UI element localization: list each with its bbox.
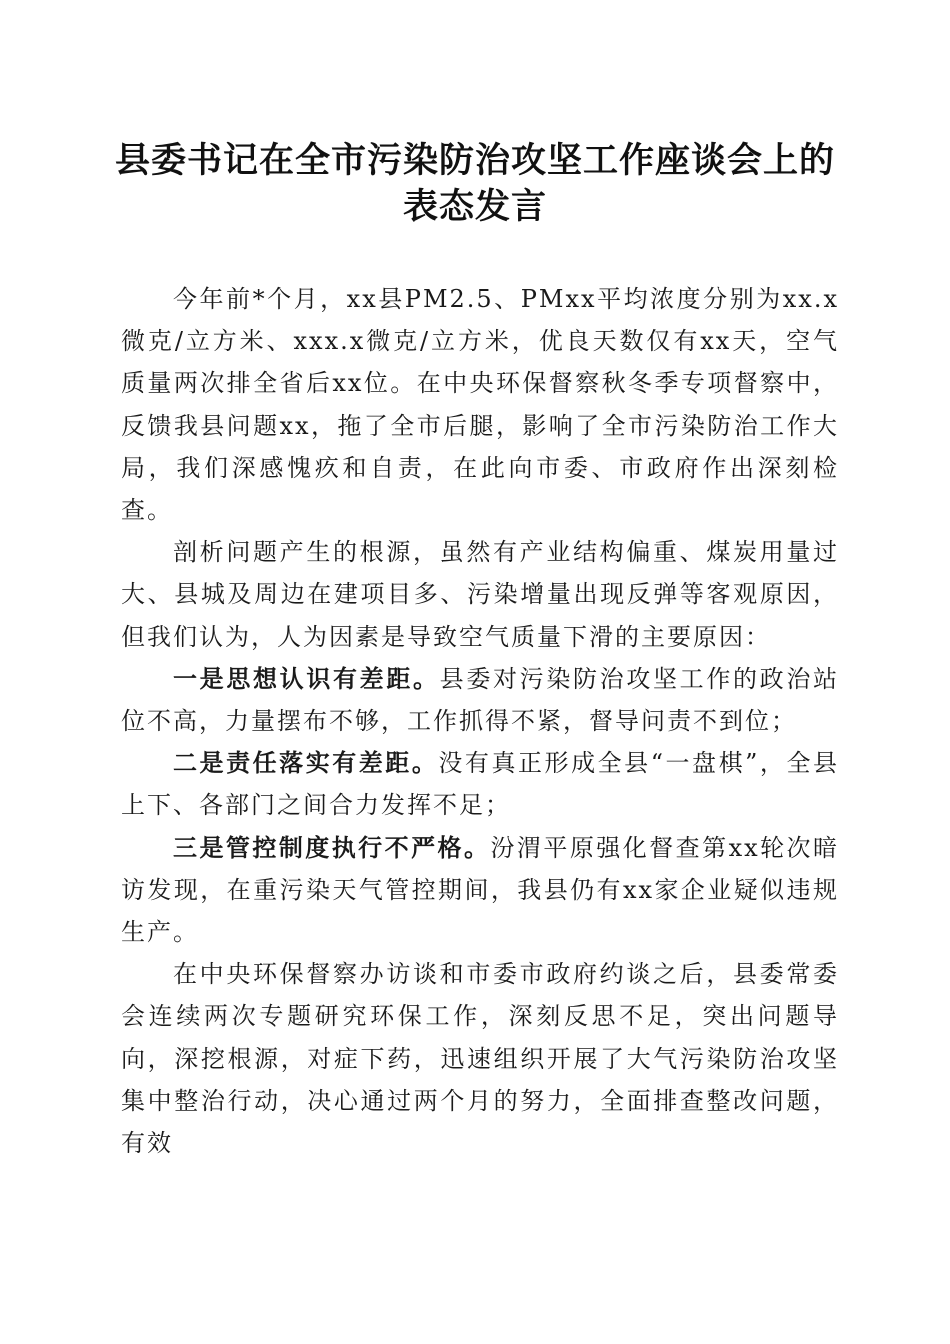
paragraph-text: 没有真正形成全县“一盘棋”，全县上下、各部门之间合力发挥不足； [121, 749, 840, 820]
document-title-line-1: 县委书记在全市污染防治攻坚工作座谈会上的 [114, 140, 835, 181]
paragraph-text: 县委对污染防治攻坚工作的政治站位不高，力量摆布不够，工作抓得不紧，督导问责不到位； [121, 664, 840, 736]
document-body [121, 278, 839, 1164]
paragraph-text: 汾渭平原强化督查第xx轮次暗访发现，在重污染天气管控期间，我县仍有xx家企业疑似违规生产。 [121, 833, 839, 947]
paragraph-3 [121, 658, 839, 742]
paragraph-2 [121, 531, 839, 658]
paragraph-text: 剖析问题产生的根源，虽然有产业结构偏重、煤炭用量过大、县城及周边在建项目多、污染增量出现反弹等客观原因，但我们认为，人为因素是导致空气质量下滑的主要原因： [121, 538, 839, 651]
paragraph-text: 在中央环保督察办访谈和市委市政府约谈之后，县委常委会连续两次专题研究环保工作，深刻反思不足，突出问题导向，深挖根源，对症下药，迅速组织开展了大气污染防治攻坚集中整治行动，决心通过两个月的努力，全面排查整改问题，有效 [121, 960, 839, 1158]
document-title-line-2: 表态发言 [402, 186, 547, 227]
paragraph-lead: 三是管控制度执行不严格。 [173, 832, 491, 862]
paragraph-5 [121, 827, 839, 954]
paragraph-lead: 一是思想认识有差距。 [173, 663, 440, 693]
paragraph-1 [121, 278, 839, 531]
paragraph-lead: 二是责任落实有差距。 [173, 748, 439, 778]
paragraph-6 [121, 953, 839, 1164]
paragraph-text: 今年前*个月，xx县PM2.5、PMxx平均浓度分别为xx.x微克/立方米、xxx.x微克/立方米，优良天数仅有xx天，空气质量两次排全省后xx位。在中央环保督察秋冬季专项督察中，反馈我县问题xx，拖了全市后腿，影响了全市污染防治工作大局，我们深感愧疚和自责，在此向市委、市政府作出深刻检查。 [121, 285, 839, 525]
paragraph-4 [121, 742, 839, 826]
